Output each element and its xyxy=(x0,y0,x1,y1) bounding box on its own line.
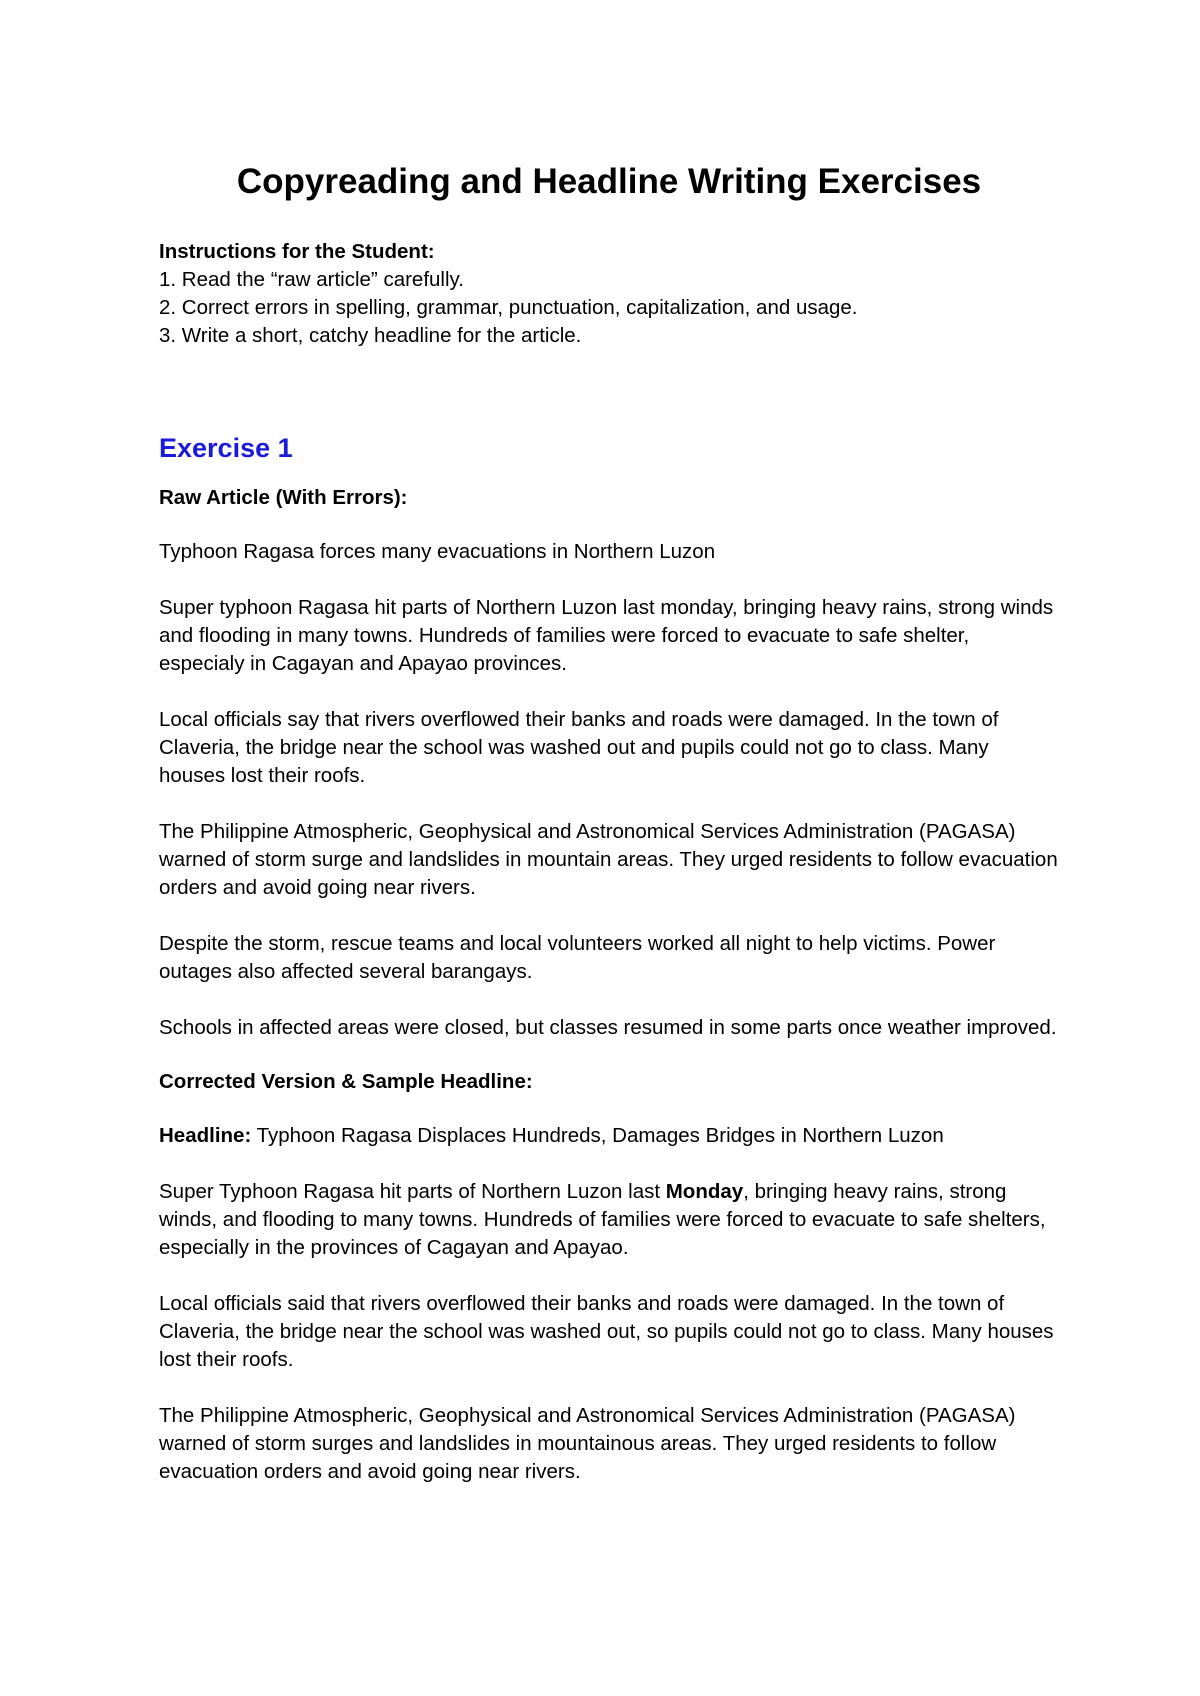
raw-paragraph: Local officials say that rivers overflowed their banks and roads were damaged. In the town of Claveria, the bridge near the school was washed out and pupils could not go to class. Many houses lost their roofs. xyxy=(159,708,999,787)
corrected-paragraph: Local officials said that rivers overflowed their banks and roads were damaged. In the town of Claveria, the bridge near the school was washed out, so pupils could not go to class. Many houses lost their roofs. xyxy=(159,1292,1054,1371)
corrected-paragraph xyxy=(159,1178,1059,1262)
corrected-text: , bringing heavy rains, strong winds, and flooding to many towns. Hundreds of families were forced to evacuate to safe shelters, especially in the provinces of Cagayan and Apayao. xyxy=(159,1180,1046,1259)
instruction-item: 3. Write a short, catchy headline for the article. xyxy=(159,324,582,347)
instructions-section xyxy=(159,238,1059,350)
corrected-text: Super Typhoon Ragasa hit parts of Northern Luzon last xyxy=(159,1180,666,1203)
exercise-title: Exercise 1 xyxy=(159,433,293,463)
raw-paragraph: The Philippine Atmospheric, Geophysical and Astronomical Services Administration (PAGASA) warned of storm surge and landslides in mountain areas. They urged residents to follow evacuation orders and avoid going near rivers. xyxy=(159,820,1058,899)
raw-article-headline: Typhoon Ragasa forces many evacuations in Northern Luzon xyxy=(159,540,716,563)
instructions-heading: Instructions for the Student: xyxy=(159,240,435,263)
document-title: Copyreading and Headline Writing Exercises xyxy=(236,162,982,201)
instruction-item: 2. Correct errors in spelling, grammar, punctuation, capitalization, and usage. xyxy=(159,296,858,319)
corrected-paragraph: The Philippine Atmospheric, Geophysical and Astronomical Services Administration (PAGASA) warned of storm surges and landslides in mountainous areas. They urged residents to follow evacuation orders and avoid going near rivers. xyxy=(159,1404,1016,1483)
instruction-item: 1. Read the “raw article” carefully. xyxy=(159,268,464,291)
corrected-emphasis: Monday xyxy=(665,1180,744,1203)
document-body xyxy=(159,160,1059,1486)
raw-paragraph: Despite the storm, rescue teams and local volunteers worked all night to help victims. Power outages also affected several barangays. xyxy=(159,932,996,983)
headline-text: Typhoon Ragasa Displaces Hundreds, Damages Bridges in Northern Luzon xyxy=(251,1124,944,1147)
raw-paragraph: Super typhoon Ragasa hit parts of Northern Luzon last monday, bringing heavy rains, strong winds and flooding in many towns. Hundreds of families were forced to evacuate to safe shelter, especialy in Cagayan and Apayao provinces. xyxy=(159,596,1054,675)
corrected-version-label: Corrected Version & Sample Headline: xyxy=(159,1070,533,1093)
sample-headline xyxy=(159,1122,1059,1150)
raw-paragraph: Schools in affected areas were closed, but classes resumed in some parts once weather improved. xyxy=(159,1016,1057,1039)
raw-article-label: Raw Article (With Errors): xyxy=(159,486,408,509)
instructions-list xyxy=(159,266,1059,350)
headline-label: Headline: xyxy=(159,1124,252,1147)
